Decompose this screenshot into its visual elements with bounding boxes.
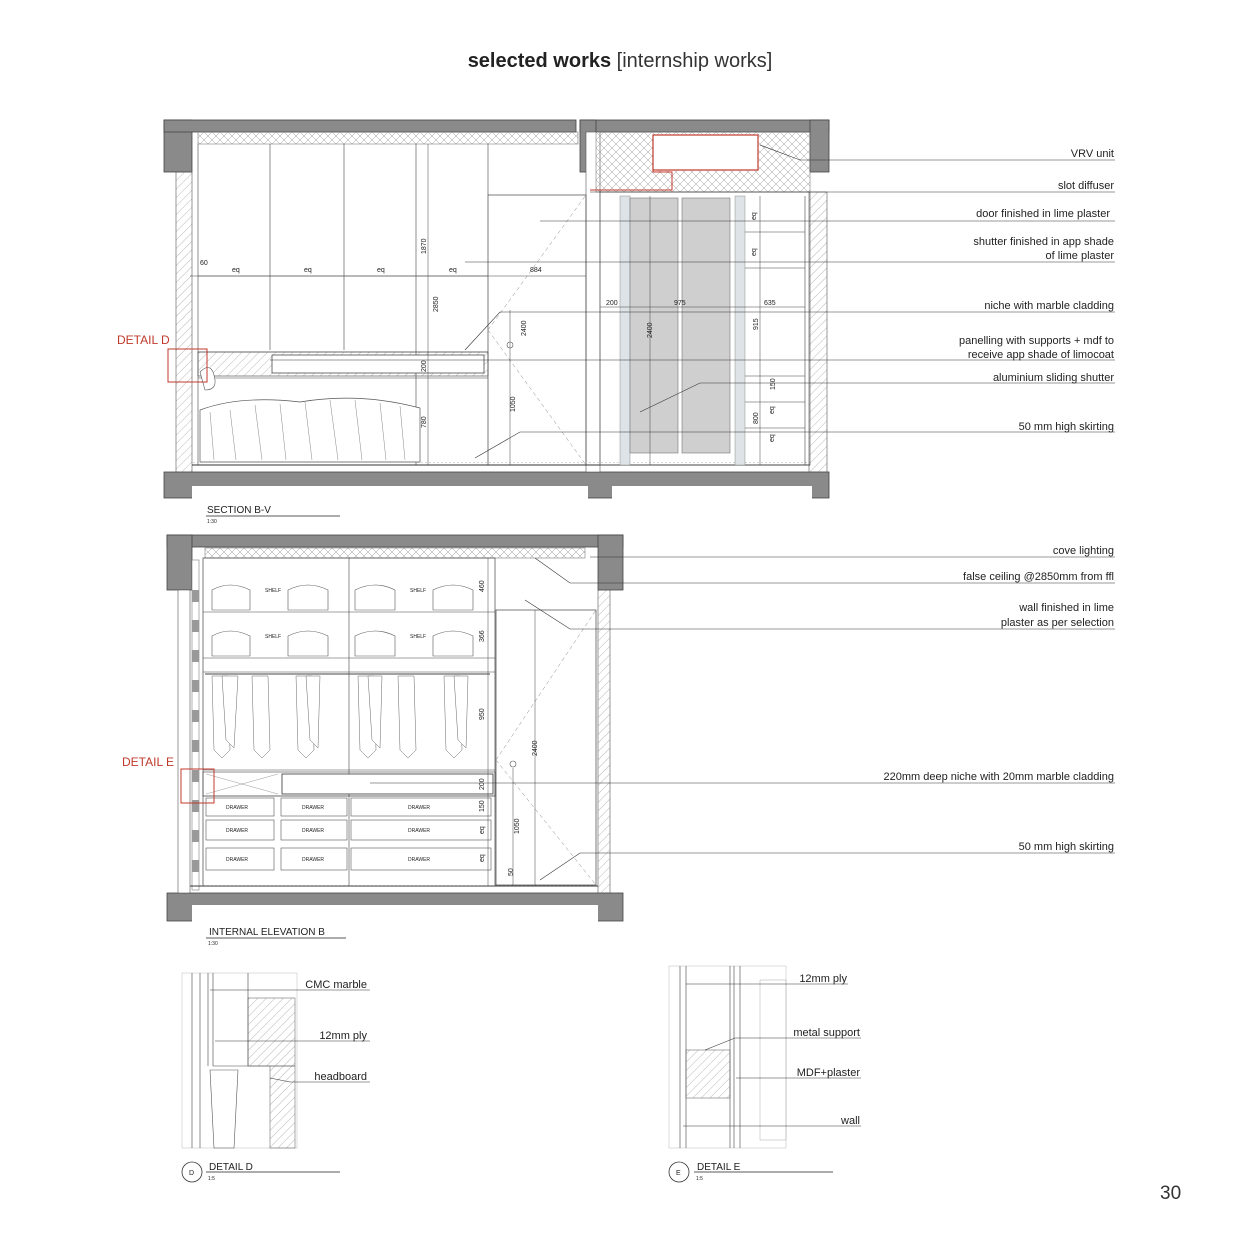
headboard-profile <box>210 1070 238 1148</box>
drawer-label-5: DRAWER <box>302 828 325 834</box>
label-cmc-marble: CMC marble <box>305 979 367 991</box>
elev-wall-right-top <box>598 535 623 590</box>
elevation-drawing <box>122 535 1115 947</box>
dim-2400: 2400 <box>521 320 528 336</box>
niche-box <box>272 355 484 373</box>
shelf-label-2: SHELF <box>410 588 427 594</box>
drawer-label-2: DRAWER <box>302 805 325 811</box>
door <box>488 195 586 465</box>
label-deep-niche: 220mm deep niche with 20mm marble cladding <box>883 771 1114 783</box>
detail-d-scale: 1:5 <box>208 1176 215 1182</box>
wall-right <box>809 192 827 472</box>
dim-1870: 1870 <box>421 238 428 254</box>
label-door-finish: door finished in lime plaster <box>976 208 1110 220</box>
floor-gap-left <box>192 486 588 500</box>
shelf-label-3: SHELF <box>265 634 282 640</box>
wall-left <box>176 172 192 472</box>
shelf-label-4: SHELF <box>410 634 427 640</box>
floor-gap <box>612 486 812 500</box>
label-skirting: 50 mm high skirting <box>1018 421 1114 433</box>
dim-v915: 915 <box>753 318 760 330</box>
dim-v800: 800 <box>753 412 760 424</box>
dim-eq-2: eq <box>304 267 312 274</box>
drawer-label-4: DRAWER <box>226 828 249 834</box>
elev-niche <box>282 774 493 794</box>
dim-2850: 2850 <box>433 296 440 312</box>
drawer-label-1: DRAWER <box>226 805 249 811</box>
elev-skirting <box>190 883 598 886</box>
label-panelling-2: receive app shade of limocoat <box>967 349 1114 361</box>
dim-950: 950 <box>479 708 486 720</box>
detail-d-marker: DETAIL D <box>117 333 170 347</box>
ceiling-slab-left <box>164 120 576 132</box>
drawer-label-6: DRAWER <box>408 828 431 834</box>
detail-e-drawing <box>669 966 861 1182</box>
dim-eq-1: eq <box>232 267 240 274</box>
false-ceiling <box>198 132 578 144</box>
label-wall-finish-2: plaster as per selection <box>1000 617 1114 629</box>
drawer-label-7: DRAWER <box>226 857 249 863</box>
label-aluminium-shutter: aluminium sliding shutter <box>992 372 1114 384</box>
metal-support-block <box>686 1050 730 1098</box>
detail-e-caption: DETAIL E <box>697 1162 741 1173</box>
label-wall: wall <box>841 1115 860 1127</box>
title-subtitle: [internship works] <box>616 50 773 72</box>
section-caption: SECTION B-V <box>207 505 271 516</box>
dim-200: 200 <box>421 360 428 372</box>
detail-d-caption: DETAIL D <box>209 1162 253 1173</box>
label-headboard: headboard <box>314 1071 367 1083</box>
hanging-clothes <box>212 676 468 758</box>
label-vrv-unit: VRV unit <box>1070 148 1114 160</box>
elev-wall-left-top <box>167 535 192 590</box>
drawer-label-3: DRAWER <box>408 805 431 811</box>
dim-eq-3: eq <box>377 267 385 274</box>
sliding-shutter-1 <box>630 198 678 453</box>
detail-e-letter: E <box>676 1170 681 1177</box>
elev-door-handle <box>510 761 516 767</box>
label-false-ceiling: false ceiling @2850mm from ffl <box>963 571 1114 583</box>
label-d-12mm-ply: 12mm ply <box>319 1030 367 1042</box>
dim-e-eq-1: eq <box>479 826 486 834</box>
label-elev-skirting: 50 mm high skirting <box>1018 841 1114 853</box>
dim-60: 60 <box>200 260 208 267</box>
dim-eq-4: eq <box>449 267 457 274</box>
elev-wall-right <box>598 590 610 893</box>
elev-false-ceiling <box>205 548 585 558</box>
ceiling-slab-right <box>580 120 829 132</box>
label-shutter-finish-1: shutter finished in app shade <box>973 236 1114 248</box>
shelf-label-1: SHELF <box>265 588 282 594</box>
label-e-12mm-ply: 12mm ply <box>799 973 847 985</box>
dim-v2400: 2400 <box>647 322 654 338</box>
wall-studs <box>192 560 199 890</box>
dim-e-eq-2: eq <box>479 854 486 862</box>
vrv-unit <box>653 135 758 170</box>
dim-v150: 150 <box>770 378 777 390</box>
detail-d-drawing <box>182 973 370 1182</box>
skirting <box>192 462 810 465</box>
label-wall-finish-1: wall finished in lime <box>1019 602 1114 614</box>
dim-eq-v1: eq <box>751 212 758 220</box>
dim-eq-v2: eq <box>751 248 758 256</box>
dim-w200: 200 <box>606 300 618 307</box>
label-shutter-finish-2: of lime plaster <box>1045 250 1114 262</box>
dim-884: 884 <box>530 267 542 274</box>
elevation-caption: INTERNAL ELEVATION B <box>209 927 325 938</box>
dim-e200: 200 <box>479 778 486 790</box>
detail-d-letter: D <box>189 1170 195 1177</box>
label-panelling-1: panelling with supports + mdf to <box>958 335 1114 347</box>
label-niche: niche with marble cladding <box>984 300 1114 312</box>
bed <box>200 398 420 462</box>
dim-366: 366 <box>479 630 486 642</box>
wall-right-top <box>810 120 829 172</box>
label-mdf-plaster: MDF+plaster <box>796 1067 860 1079</box>
page-number: 30 <box>1160 1183 1182 1204</box>
drawer-label-8: DRAWER <box>302 857 325 863</box>
dim-460: 460 <box>479 580 486 592</box>
detail-e-scale: 1:5 <box>696 1176 703 1182</box>
dim-w975: 975 <box>674 300 686 307</box>
dim-w635: 635 <box>764 300 776 307</box>
drawers <box>206 798 491 870</box>
label-cove-lighting: cove lighting <box>1052 545 1114 557</box>
drawer-label-9: DRAWER <box>408 857 431 863</box>
section-drawing <box>117 120 1115 525</box>
dim-e50: 50 <box>508 868 515 876</box>
section-scale: 1:30 <box>207 519 217 525</box>
dim-eq-v4: eq <box>769 434 776 442</box>
folded-clothes <box>212 585 473 656</box>
dim-eq-v3: eq <box>769 406 776 414</box>
label-slot-diffuser: slot diffuser <box>1057 180 1114 192</box>
elev-wall-left <box>178 590 190 893</box>
sliding-shutter-2 <box>682 198 730 453</box>
label-metal-support: metal support <box>793 1027 860 1039</box>
dim-e2400: 2400 <box>532 740 539 756</box>
title-bold: selected works <box>467 50 612 72</box>
detail-e-marker: DETAIL E <box>122 755 175 769</box>
elev-ceiling-slab <box>167 535 623 547</box>
elev-door <box>496 610 596 885</box>
dim-780: 780 <box>421 416 428 428</box>
dim-e150: 150 <box>479 800 486 812</box>
dim-e1050: 1050 <box>514 818 521 834</box>
dim-1050: 1050 <box>510 396 517 412</box>
elevation-scale: 1:30 <box>208 941 218 947</box>
